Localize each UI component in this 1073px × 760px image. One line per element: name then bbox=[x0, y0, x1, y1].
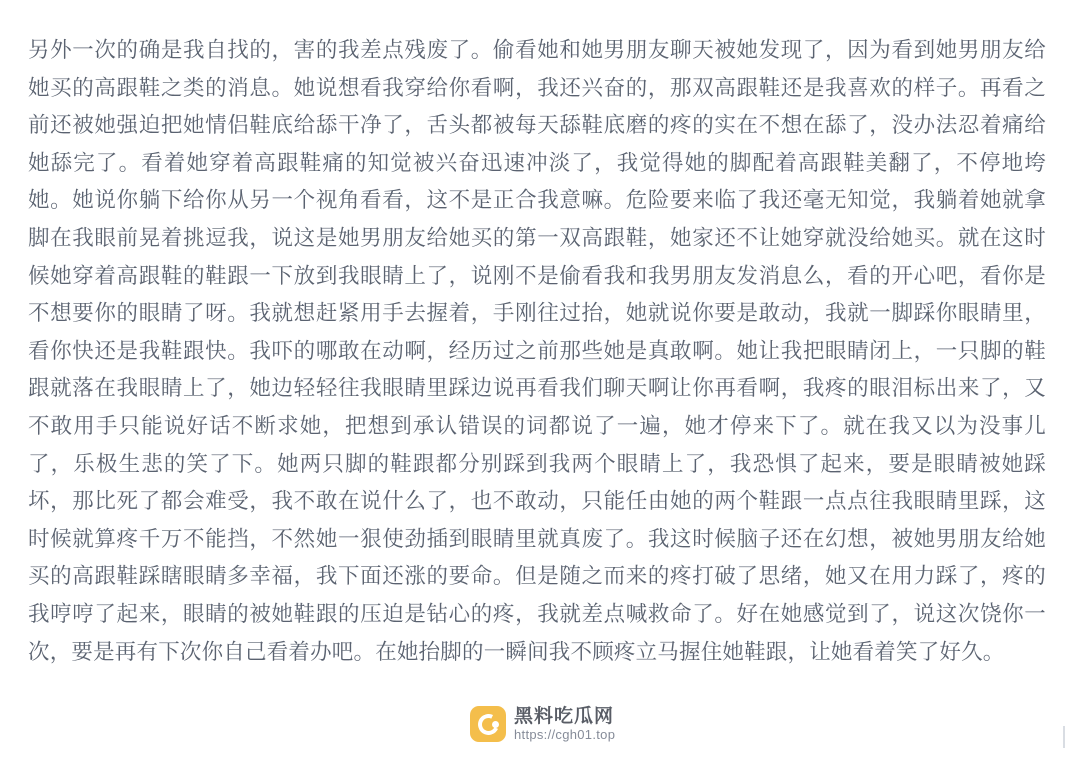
watermark-logo-icon bbox=[470, 706, 506, 742]
watermark-site-name: 黑料吃瓜网 bbox=[514, 705, 615, 727]
article-body-text: 另外一次的确是我自找的，害的我差点残废了。偷看她和她男朋友聊天被她发现了，因为看到她男朋友给她买的高跟鞋之类的消息。她说想看我穿给你看啊，我还兴奋的，那双高跟鞋还是我喜欢的样子。再看之前还被她强迫把她情侣鞋底给舔干净了，舌头都被每天舔鞋底磨的疼的实在不想在舔了，没办法忍着痛给她舔完了。看着她穿着高跟鞋痛的知觉被兴奋迅速冲淡了，我觉得她的脚配着高跟鞋美翻了，不停地垮她。她说你躺下给你从另一个视角看看，这不是正合我意嘛。危险要来临了我还毫无知觉，我躺着她就拿脚在我眼前晃着挑逗我，说这是她男朋友给她买的第一双高跟鞋，她家还不让她穿就没给她买。就在这时候她穿着高跟鞋的鞋跟一下放到我眼睛上了，说刚不是偷看我和我男朋友发消息么，看的开心吧，看你是不想要你的眼睛了呀。我就想赶紧用手去握着，手刚往过抬，她就说你要是敢动，我就一脚踩你眼睛里，看你快还是我鞋跟快。我吓的哪敢在动啊，经历过之前那些她是真敢啊。她让我把眼睛闭上，一只脚的鞋跟就落在我眼睛上了，她边轻轻往我眼睛里踩边说再看我们聊天啊让你再看啊，我疼的眼泪标出来了，又不敢用手只能说好话不断求她，把想到承认错误的词都说了一遍，她才停来下了。就在我又以为没事儿了，乐极生悲的笑了下。她两只脚的鞋跟都分别踩到我两个眼睛上了，我恐惧了起来，要是眼睛被她踩坏，那比死了都会难受，我不敢在说什么了，也不敢动，只能任由她的两个鞋跟一点点往我眼睛里踩，这时候就算疼千万不能挡，不然她一狠使劲插到眼睛里就真废了。我这时候脑子还在幻想，被她男朋友给她买的高跟鞋踩瞎眼睛多幸福，我下面还涨的要命。但是随之而来的疼打破了思绪，她又在用力踩了，疼的我哼哼了起来，眼睛的被她鞋跟的压迫是钻心的疼，我就差点喊救命了。好在她感觉到了，说这次饶你一次，要是再有下次你自己看着办吧。在她抬脚的一瞬间我不顾疼立马握住她鞋跟，让她看着笑了好久。 bbox=[28, 38, 1046, 665]
site-watermark bbox=[470, 706, 615, 743]
watermark-url: https://cgh01.top bbox=[514, 726, 616, 742]
watermark-text-group bbox=[514, 706, 615, 743]
page-edge-marker bbox=[1063, 726, 1065, 748]
